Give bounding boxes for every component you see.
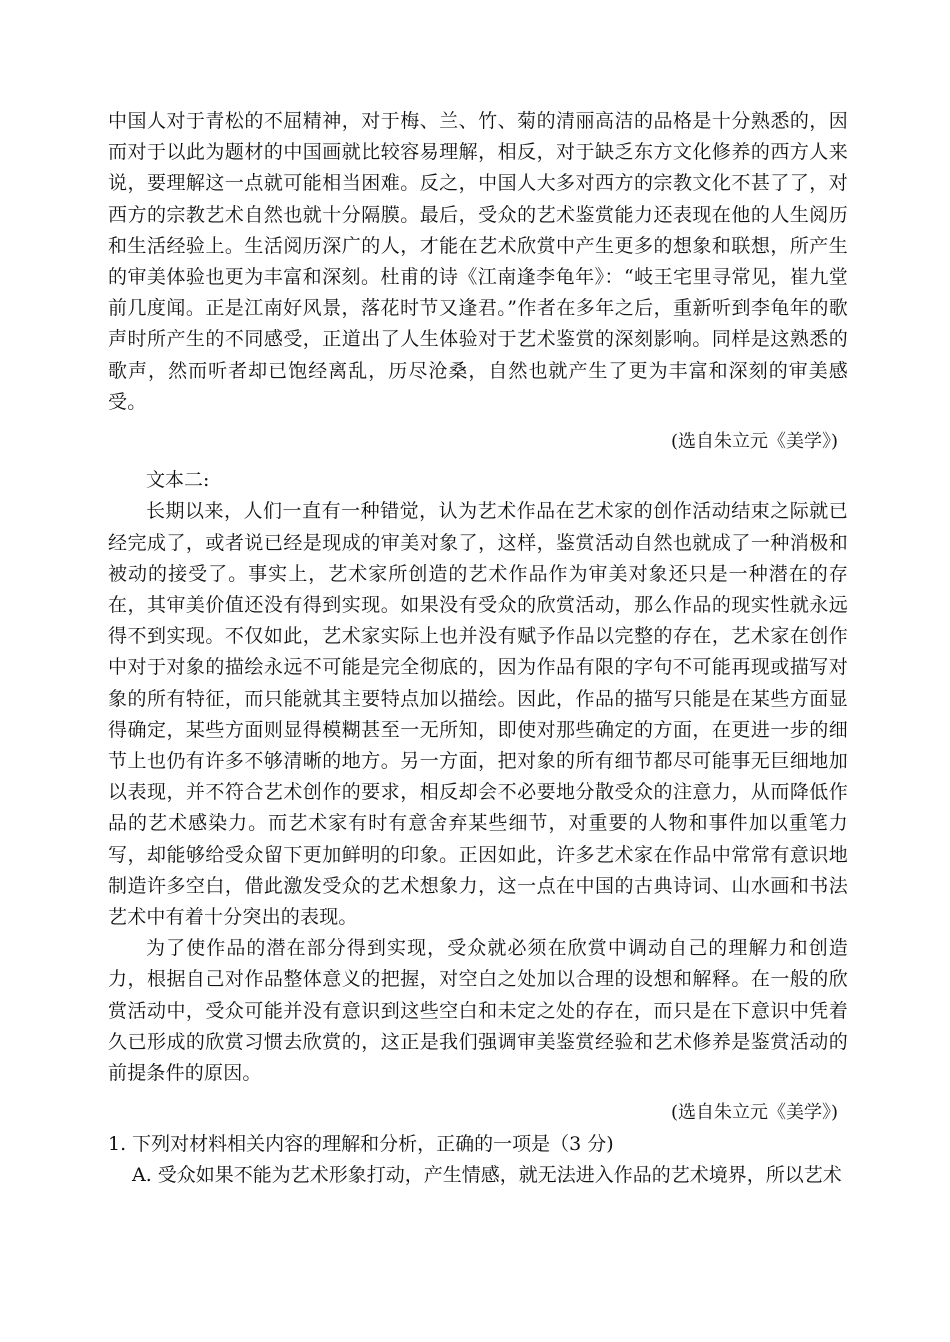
document-page bbox=[108, 106, 848, 1191]
question-1-stem: 1. 下列对材料相关内容的理解和分析，正确的一项是（3 分) bbox=[108, 1132, 614, 1155]
text2-paragraph-2: 为了使作品的潜在部分得到实现，受众就必须在欣赏中调动自己的理解力和创造力，根据自己对作品整体意义的把握，对空白之处加以合理的设想和解释。在一般的欣赏活动中，受众可能并没有意识到这些空白和未定之处的存在，而只是在下意识中凭着久已形成的欣赏习惯去欣赏的，这正是我们强调审美鉴赏经验和艺术修养是鉴赏活动的前提条件的原因。 bbox=[108, 937, 848, 1085]
text1-paragraph: 中国人对于青松的不屈精神，对于梅、兰、竹、菊的清丽高洁的品格是十分熟悉的，因而对于以此为题材的中国画就比较容易理解，相反，对于缺乏东方文化修养的西方人来说，要理解这一点就可能相当困难。反之，中国人大多对西方的宗教文化不甚了了，对西方的宗教艺术自然也就十分隔膜。最后，受众的艺术鉴赏能力还表现在他的人生阅历和生活经验上。生活阅历深广的人，才能在艺术欣赏中产生更多的想象和联想，所产生的审美体验也更为丰富和深刻。杜甫的诗《江南逢李龟年》：“岐王宅里寻常见，崔九堂前几度闻。正是江南好风景，落花时节又逢君。”作者在多年之后，重新听到李龟年的歌声时所产生的不同感受，正道出了人生体验对于艺术鉴赏的深刻影响。同样是这熟悉的歌声，然而听者却已饱经离乱，历尽沧桑，自然也就产生了更为丰富和深刻的审美感受。 bbox=[108, 110, 848, 413]
text2-label: 文本二: bbox=[146, 469, 210, 492]
text1-source: (选自朱立元《美学》) bbox=[670, 431, 838, 453]
text2-paragraph-1: 长期以来，人们一直有一种错觉，认为艺术作品在艺术家的创作活动结束之际就已经完成了，或者说已经是现成的审美对象了，这样，鉴赏活动自然也就成了一种消极和被动的接受了。事实上，艺术家所创造的艺术作品作为审美对象还只是一种潜在的存在，其审美价值还没有得到实现。如果没有受众的欣赏活动，那么作品的现实性就永远得不到实现。不仅如此，艺术家实际上也并没有赋予作品以完整的存在，艺术家在创作中对于对象的描绘永远不可能是完全彻底的，因为作品有限的字句不可能再现或描写对象的所有特征，而只能就其主要特点加以描绘。因此，作品的描写只能是在某些方面显得确定，某些方面则显得模糊甚至一无所知，即使对那些确定的方面，在更进一步的细节上也仍有许多不够清晰的地方。另一方面，把对象的所有细节都尽可能事无巨细地加以表现，并不符合艺术创作的要求，相反却会不必要地分散受众的注意力，从而降低作品的艺术感染力。而艺术家有时有意舍弃某些细节，对重要的人物和事件加以重笔力写，却能够给受众留下更加鲜明的印象。正因如此，许多艺术家在作品中常常有意识地制造许多空白，借此激发受众的艺术想象力，这一点在中国的古典诗词、山水画和书法艺术中有着十分突出的表现。 bbox=[108, 500, 848, 929]
question-1-option-a: A. 受众如果不能为艺术形象打动，产生情感，就无法进入作品的艺术境界，所以艺术 bbox=[132, 1163, 842, 1186]
text2-source: (选自朱立元《美学》) bbox=[670, 1102, 838, 1124]
